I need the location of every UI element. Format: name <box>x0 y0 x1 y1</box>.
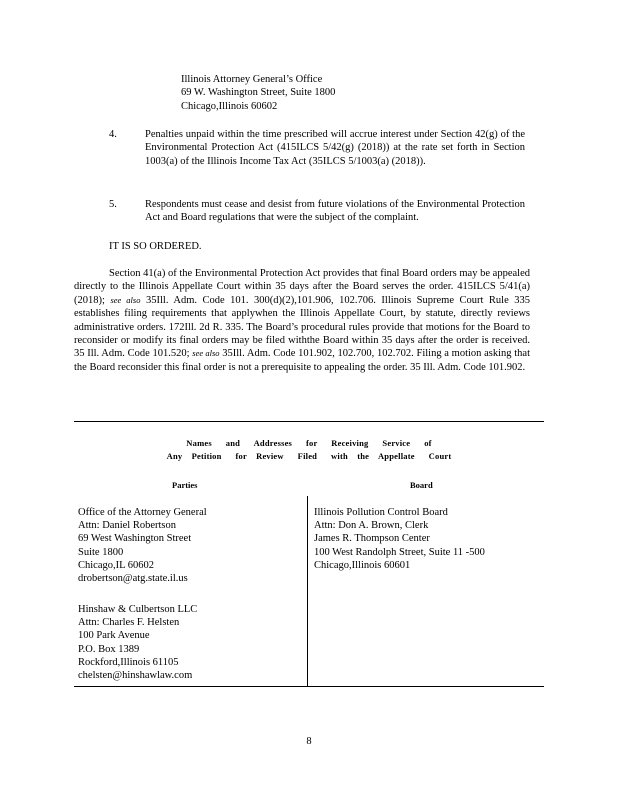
party-email: chelsten@hinshawlaw.com <box>78 670 193 682</box>
party-line: Chicago,IL 60602 <box>78 559 155 571</box>
column-divider <box>307 496 308 686</box>
table-bottom-rule <box>74 686 544 687</box>
paragraph-text: 35Ill. Adm. Code 101. 300(d)(2),101.906, 102.706. Illinois Supreme Court Rule 335 establishes filing requirements that applywhen the Illinois Appellate Court, by statute, directly reviews administrative orders. 172Ill. 2d R. 335. The Board’s procedural rules provide that motions for the Board to reconsider or modify its final orders may be filed withthe Board within 35 days after the order is received. 35 Ill. Adm. Code 101.520; <box>74 294 531 360</box>
see-also: see also <box>192 348 220 359</box>
item-number: 5. <box>109 199 117 210</box>
paragraph-text: Section 41(a) of the Environmental Protection Act provides that final Board orders may be appealed directly to the Illinois Appellate Court within 35 days after the Board serves the order. 415ILCS 5/41(a) (2018); <box>74 268 530 306</box>
board-line: Attn: Don A. Brown, Clerk <box>314 520 429 532</box>
party-line: Office of the Attorney General <box>78 507 207 518</box>
party-line: 100 Park Avenue <box>78 630 150 642</box>
party-line: Attn: Charles F. Helsten <box>78 617 180 629</box>
board-line: 100 West Randolph Street, Suite 11 -500 <box>314 546 485 558</box>
table-top-rule <box>74 421 544 422</box>
board-header: Board <box>410 480 433 490</box>
party-line: Hinshaw & Culbertson LLC <box>78 604 198 615</box>
paragraph-text: 35Ill. Adm. Code 101.902, 102.700, 102.702. Filing a motion asking that the Board reconsider this final order is not a prerequisite to appealing the order. 35 Ill. Adm. Code 101.902. <box>74 348 531 373</box>
board-line: Chicago,Illinois 60601 <box>314 559 411 571</box>
address-line: Illinois Attorney General’s Office <box>181 74 323 85</box>
party-line: Suite 1800 <box>78 546 124 558</box>
party-line: 69 West Washington Street <box>78 533 192 545</box>
board-line: Illinois Pollution Control Board <box>314 507 448 518</box>
party-line: Attn: Daniel Robertson <box>78 520 176 532</box>
party-attorney-general <box>78 506 207 585</box>
party-email: drobertson@atg.state.il.us <box>78 573 188 585</box>
item-text: Respondents must cease and desist from future violations of the Environmental Protection Act and Board regulations that were the subject of the complaint. <box>145 199 525 224</box>
address-line: Chicago,Illinois 60602 <box>181 100 278 112</box>
board-address <box>314 506 485 572</box>
appeal-paragraph <box>74 267 530 374</box>
heading-line: Any Petition for Review Filed with the Appellate Court <box>166 451 452 461</box>
parties-header: Parties <box>172 480 198 490</box>
address-block <box>181 73 441 113</box>
heading-line: Names and Addresses for Receiving Service of <box>186 438 432 448</box>
party-line: P.O. Box 1389 <box>78 643 140 655</box>
item-number: 4. <box>109 129 117 140</box>
address-line: 69 W. Washington Street, Suite 1800 <box>181 87 336 99</box>
party-line: Rockford,Illinois 61105 <box>78 656 179 668</box>
page-number: 8 <box>306 736 312 747</box>
see-also: see also <box>110 294 141 305</box>
service-table-heading <box>74 437 544 463</box>
ordered-statement: IT IS SO ORDERED. <box>109 241 202 252</box>
item-text: Penalties unpaid within the time prescribed will accrue interest under Section 42(g) of the Environmental Protection Act (415ILCS 5/42(g) (2018)) at the rate set forth in Section 1003(a) of the Illinois Income Tax Act (35ILCS 5/1003(a) (2018)). <box>145 129 525 167</box>
party-hinshaw <box>78 603 197 682</box>
board-line: James R. Thompson Center <box>314 533 430 545</box>
